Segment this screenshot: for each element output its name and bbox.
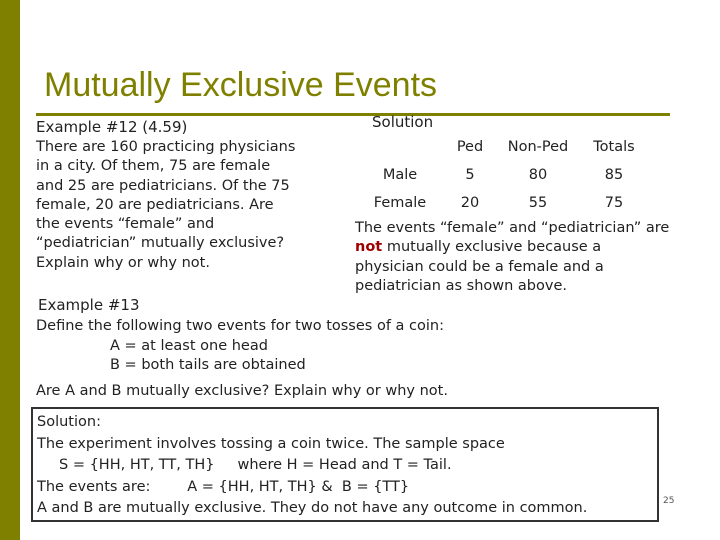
- answer-line-rest: mutually exclusive because a: [382, 239, 602, 256]
- example-12-text: [36, 138, 336, 273]
- contingency-table: [360, 133, 652, 217]
- event-a-definition: A = at least one head: [110, 337, 268, 354]
- table-cell: 80: [528, 167, 548, 183]
- solution-13-text: [37, 412, 587, 520]
- table-header-cell: Non-Ped: [507, 139, 569, 155]
- table-header-row: [360, 133, 652, 161]
- answer-line: [355, 238, 705, 257]
- example-13-heading: Example #13: [38, 296, 140, 314]
- title-underline: [36, 113, 670, 116]
- table-cell: 20: [460, 195, 480, 211]
- table-cell: 75: [604, 195, 624, 211]
- slide-title: Mutually Exclusive Events: [44, 66, 438, 104]
- solution-line: A and B are mutually exclusive. They do not have any outcome in common.: [37, 500, 588, 516]
- answer-line: The events “female” and “pediatrician” are: [355, 220, 670, 236]
- answer-line: pediatrician as shown above.: [355, 277, 567, 294]
- answer-line: physician could be a female and a: [355, 258, 604, 275]
- solution-line: Solution:: [37, 414, 101, 430]
- example-13-question: Are A and B mutually exclusive? Explain why or why not.: [36, 383, 448, 399]
- solution-label: Solution: [372, 113, 434, 131]
- table-header-cell: Totals: [593, 139, 635, 155]
- table-row: [360, 161, 652, 189]
- example-12-line: in a city. Of them, 75 are female: [36, 158, 271, 175]
- example-12-line: “pediatrician” mutually exclusive?: [36, 235, 285, 252]
- table-cell: 5: [465, 167, 475, 183]
- example-12-line: There are 160 practicing physicians: [36, 139, 296, 155]
- table-header-cell: [360, 133, 440, 161]
- table-cell: Female: [373, 195, 427, 211]
- emphasis-not: not: [355, 239, 383, 256]
- table-header-cell: Ped: [456, 139, 484, 155]
- table-cell: 55: [528, 195, 548, 211]
- example-13-prompt: Define the following two events for two tosses of a coin:: [36, 318, 444, 334]
- example-12-line: and 25 are pediatricians. Of the 75: [36, 177, 290, 194]
- page-number: 25: [663, 496, 675, 506]
- example-13-text: [36, 317, 444, 376]
- solution-line: The experiment involves tossing a coin twice. The sample space: [37, 435, 505, 452]
- example-12-line: female, 20 are pediatricians. Are: [36, 196, 274, 213]
- table-row: [360, 189, 652, 217]
- solution-line: S = {HH, HT, TT, TH} where H = Head and T = Tail.: [59, 457, 452, 473]
- example-12-heading: Example #12 (4.59): [36, 118, 188, 136]
- event-b-definition: B = both tails are obtained: [110, 357, 306, 373]
- table-cell: Male: [382, 167, 418, 183]
- solution-line: The events are: A = {HH, HT, TH} & B = {TT}: [37, 478, 410, 495]
- table-cell: 85: [604, 167, 624, 183]
- example-12-line: the events “female” and: [36, 216, 215, 233]
- left-accent-bar: [0, 0, 20, 540]
- example-12-line: Explain why or why not.: [36, 254, 210, 271]
- solution-answer: [355, 219, 705, 296]
